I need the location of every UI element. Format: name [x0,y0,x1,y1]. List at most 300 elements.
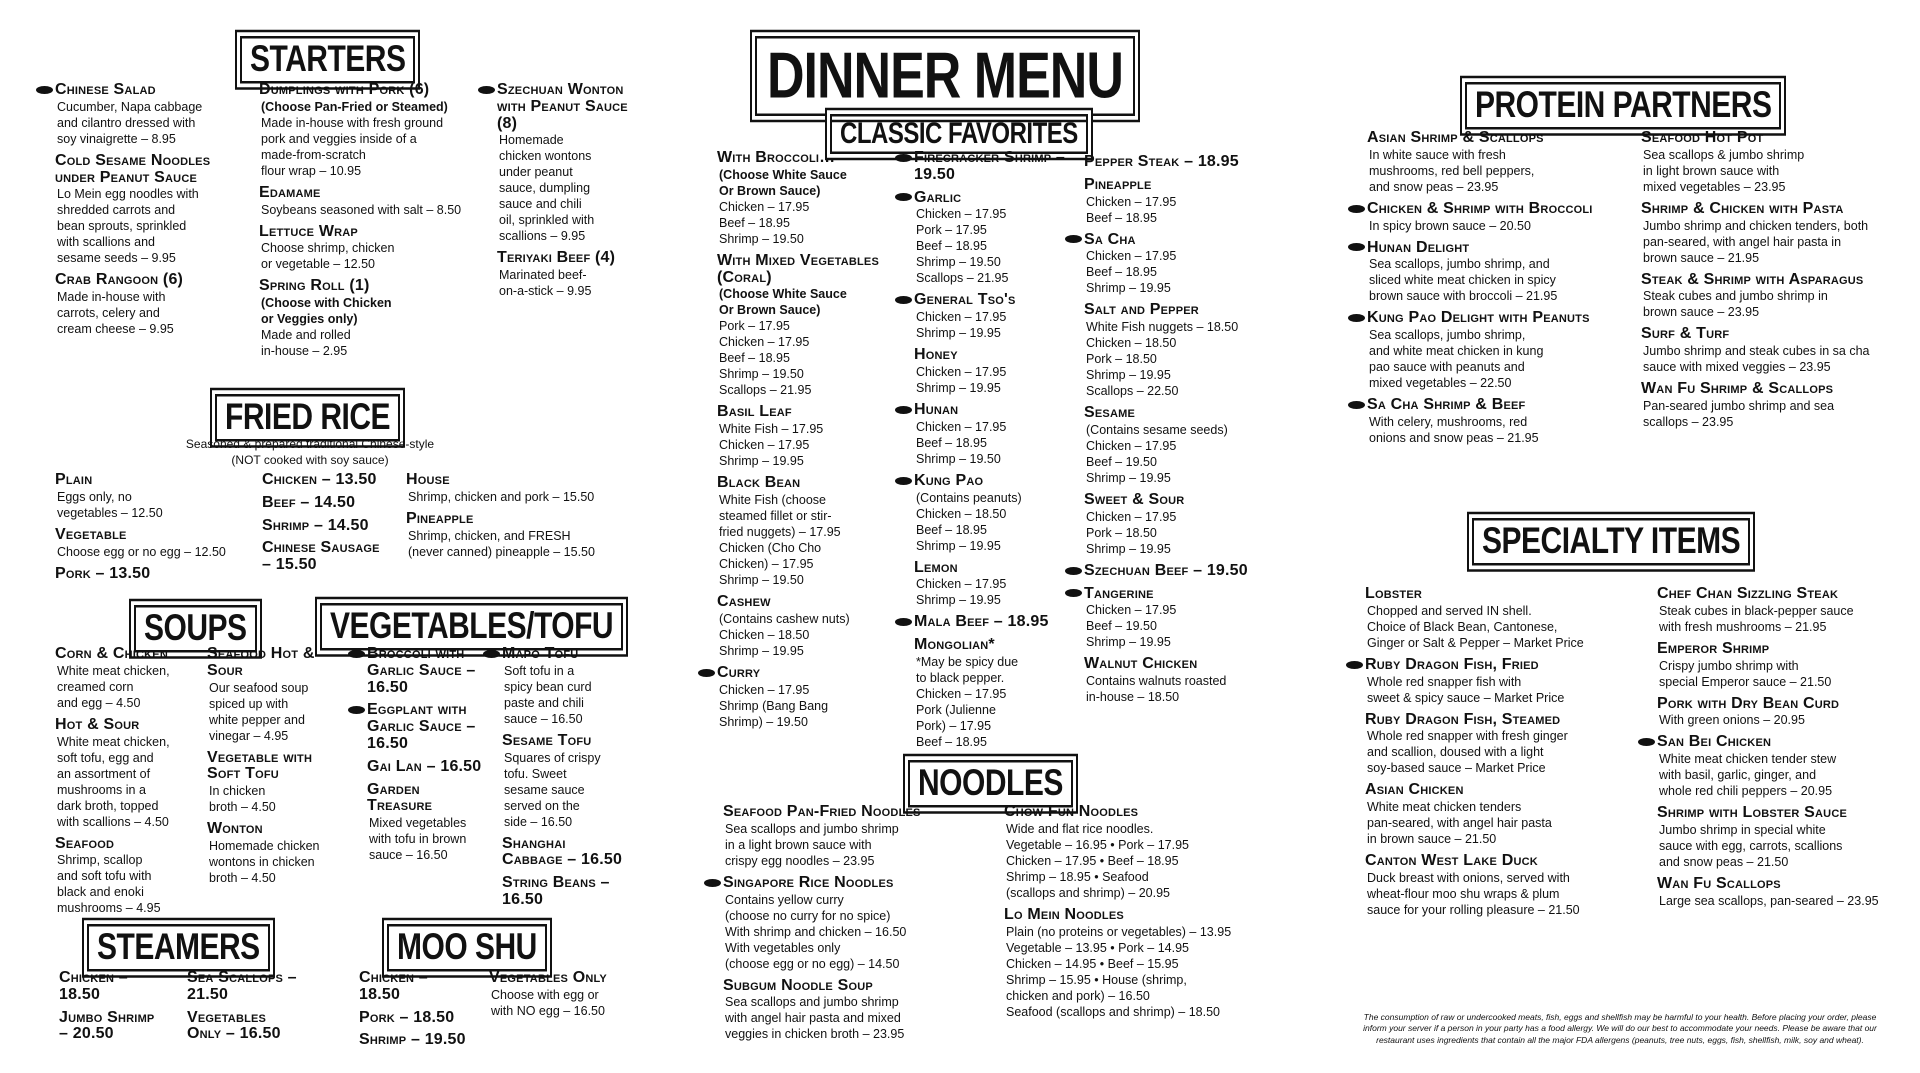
moo-shu-title: MOO SHU [387,924,547,972]
menu-item [387,511,627,560]
menu-item-description: Chicken – 17.95 [719,199,810,214]
menu-item-description: Beef – 18.95 [916,734,987,749]
menu-item-name-text: Sea Scallops – 21.50 [187,969,297,1003]
menu-item-name-text: Chicken – 13.50 [262,471,377,488]
menu-item-description: on-a-stick – 9.95 [499,284,592,299]
menu-item-name [1638,805,1918,822]
menu-item [1622,381,1912,430]
menu-item [36,836,186,917]
spicy-pepper-icon [895,154,912,162]
menu-item-option: (Choose White Sauce [719,167,847,182]
menu-item-description: bean sprouts, sprinkled [57,219,187,234]
menu-item [704,875,984,972]
menu-item-name-text: Szechuan Wonton with Peanut Sauce (8) [497,81,628,132]
menu-item-name [36,836,186,853]
spicy-pepper-icon [348,706,365,714]
menu-item-name [387,472,627,489]
menu-item-description: Shrimp – 19.95 [916,326,1001,341]
menu-item-name [1346,782,1636,799]
menu-item-name [1622,381,1912,398]
menu-item-name-text: Singapore Rice Noodles [723,873,894,891]
menu-item [895,292,1065,341]
menu-item-name [895,190,1065,207]
menu-item [243,472,383,489]
menu-item-description: Made in-house with [57,290,166,305]
menu-item-description: Seafood (scallops and shrimp) – 18.50 [1006,1004,1221,1019]
menu-item-name-text: Lo Mein Noodles [1004,905,1124,923]
menu-item-description: Homemade [499,133,564,148]
menu-item-description: and snow peas – 21.50 [1659,854,1789,869]
menu-item-description: Chicken – 17.95 [1086,438,1177,453]
menu-item-description: sauce for your rolling pleasure – 21.50 [1367,902,1580,917]
menu-item [40,1010,165,1044]
menu-item [1348,310,1618,391]
spicy-pepper-icon [1348,314,1365,322]
menu-item-name [1348,397,1618,414]
menu-item-name-text: Pork – 18.50 [359,1008,455,1026]
menu-item-description: Soft tofu in a [504,663,575,678]
menu-item [698,594,893,659]
menu-item-description: in brown sauce – 21.50 [1367,832,1497,847]
menu-item-description: Chicken (Cho Cho [719,540,822,555]
menu-item-description: Vegetable – 16.95 • Pork – 17.95 [1006,837,1189,852]
menu-item-name-text: Kung Pao [914,471,984,489]
menu-item-name-text: Kung Pao Delight with Peanuts [1367,309,1590,327]
menu-item-name-text: Sa Cha [1084,230,1136,248]
menu-item-description: Chicken – 17.95 [916,686,1007,701]
soups-title: SOUPS [134,605,257,653]
menu-item [698,150,893,247]
menu-item-name-text: Emperor Shrimp [1657,639,1770,657]
menu-item-description: Scallops – 22.50 [1086,384,1179,399]
menu-item-description: made-from-scratch [261,147,366,162]
menu-item-description: pork and veggies inside of a [261,131,417,146]
menu-item-name [1065,405,1275,422]
menu-item-name-text: Eggplant with Garlic Sauce – 16.50 [367,701,476,752]
moo-shu-col-2 [470,970,630,1025]
menu-item-name [985,907,1280,924]
menu-item-description: mixed vegetables – 23.95 [1643,179,1786,194]
menu-item-description: Choose egg or no egg – 12.50 [57,544,226,559]
menu-item [483,836,628,870]
menu-item [240,224,480,273]
menu-item-name [1065,177,1275,194]
menu-item-option: or Veggies only) [261,312,358,327]
menu-item-name-text: Firecracker Shrimp – 19.50 [914,149,1066,183]
menu-item [1065,656,1275,705]
menu-item-name-text: With Broccoli… [717,149,836,166]
menu-item-description: White Fish – 17.95 [719,422,824,437]
spicy-pepper-icon [1065,235,1082,243]
menu-item-name-text: Vegetable [55,525,127,543]
menu-item-name [698,594,893,611]
menu-item-name [348,702,483,752]
menu-item-description: and soft tofu with [57,869,152,884]
menu-item-description: Jumbo shrimp and steak cubes in sa cha [1643,344,1870,359]
menu-item-description: pan-seared, with angel hair pasta in [1643,234,1842,249]
menu-item-name [1638,734,1918,751]
spicy-pepper-icon [1065,567,1082,575]
menu-item-name-text: Chicken – 18.50 [359,969,428,1003]
menu-item-description: Chicken – 17.95 [916,207,1007,222]
menu-item-name-text: Szechuan Beef – 19.50 [1084,561,1248,579]
spicy-pepper-icon [895,193,912,201]
menu-item-description: soft tofu, egg and [57,750,154,765]
menu-item-name-text: Chow Fun Noodles [1004,803,1139,820]
menu-item-name [1638,876,1918,893]
menu-item-name [243,518,383,535]
menu-item-name [1065,154,1275,171]
menu-item-description: With celery, mushrooms, red [1369,414,1528,429]
menu-item-name-text: General Tso's [914,291,1016,309]
menu-item [36,472,241,521]
menu-item-description: Chicken – 14.95 • Beef – 15.95 [1006,956,1179,971]
menu-item-description: Marinated beef- [499,268,587,283]
spicy-pepper-icon [478,86,495,94]
menu-item-description: Chopped and served IN shell. [1367,603,1532,618]
menu-item-name-text: Seafood [55,834,115,852]
menu-item-name [36,472,241,489]
menu-item-description: White meat chicken, [57,734,170,749]
menu-item-option: (Choose Pan-Fried or Steamed) [261,99,448,114]
menu-item-description: brown sauce with broccoli – 21.95 [1369,289,1558,304]
menu-item-description: sauce, dumpling [499,181,591,196]
menu-item-name [1065,302,1275,319]
menu-item-description: side – 16.50 [504,814,573,829]
menu-item [1065,302,1275,399]
menu-item-description: Shrimp – 19.50 [719,572,804,587]
spicy-pepper-icon [698,669,715,677]
spicy-pepper-icon [1348,401,1365,409]
menu-item-name [895,560,1065,577]
menu-item-description: wontons in chicken [209,854,315,869]
menu-item-description: broth – 4.50 [209,800,276,815]
menu-item-name-text: House [406,471,450,488]
menu-item [1065,177,1275,226]
menu-item-name [895,637,1065,654]
menu-item-option: Or Brown Sauce) [719,303,821,318]
menu-item-description: Beef – 18.95 [719,215,790,230]
menu-item-description: Chicken – 17.95 [1086,194,1177,209]
classic-col-1 [698,150,893,736]
menu-item-description: Chicken – 17.95 [719,335,810,350]
menu-item-description: with NO egg – 16.50 [491,1003,605,1018]
spicy-pepper-icon [895,618,912,626]
menu-item-description: with tofu in brown [369,832,467,847]
menu-item [243,540,383,574]
menu-item-name [1348,201,1618,218]
spicy-pepper-icon [483,650,500,658]
menu-item-name-text: Ruby Dragon Fish, Steamed [1365,710,1561,728]
menu-item [470,970,630,1019]
menu-item-name [188,821,338,838]
menu-item-description: Shrimp, chicken and pork – 15.50 [408,489,595,504]
menu-item-description: Chicken – 17.95 [1086,249,1177,264]
soups-col-2 [188,646,338,892]
menu-item-description: Beef – 18.95 [916,435,987,450]
menu-item-description: Sea scallops, jumbo shrimp, [1369,328,1526,343]
menu-item-description: Shrimp – 19.95 [719,643,804,658]
menu-item [340,1032,470,1049]
menu-item-description: sauce and chili [499,197,582,212]
menu-item [1065,492,1275,557]
menu-item-name [1622,326,1912,343]
menu-item-description: Pork (Julienne [916,702,996,717]
menu-item-description: tofu. Sweet [504,766,567,781]
menu-item-description: Choose shrimp, chicken [261,241,395,256]
menu-item-description: spiced up with [209,696,289,711]
menu-item-description: sesame sauce [504,782,585,797]
menu-item-description: mushrooms, red bell peppers, [1369,163,1535,178]
menu-item-description: Ginger or Salt & Pepper – Market Price [1367,635,1584,650]
menu-item-description: Homemade chicken [209,838,320,853]
menu-item-name-text: Jumbo Shrimp – 20.50 [59,1008,155,1043]
menu-item-description: White Fish (choose [719,492,826,507]
menu-item-name [483,733,628,750]
menu-item [40,970,165,1004]
menu-item-description: In chicken [209,784,266,799]
menu-item-description: Shrimp (Bang Bang [719,698,829,713]
menu-item [1622,272,1912,321]
menu-item [188,750,338,816]
menu-item-description: With vegetables only [725,940,841,955]
menu-item-name [470,970,630,987]
menu-item [1065,232,1275,297]
menu-item-name [36,646,186,663]
menu-item-description: Pork) – 17.95 [916,718,992,733]
menu-item-description: Made in-house with fresh ground [261,115,444,130]
menu-item-name-text: Salt and Pepper [1084,301,1199,319]
menu-item [36,272,241,337]
menu-item-name-text: Steak & Shrimp with Asparagus [1641,270,1864,288]
menu-item-name [895,150,1065,184]
menu-item [387,472,627,505]
menu-item-name-text: Mapo Tofu [502,645,579,662]
menu-item-name [340,970,470,1004]
protein-partners-title: PROTEIN PARTNERS [1465,82,1781,130]
starters-col-3 [478,82,628,305]
spicy-pepper-icon [1348,205,1365,213]
menu-item-name-text: Shanghai Cabbage – 16.50 [502,834,623,869]
menu-item-description: Pork – 17.95 [916,223,987,238]
menu-item-name-text: Lettuce Wrap [259,222,358,240]
menu-item [704,978,984,1043]
menu-item-description: Shrimp – 18.95 • Seafood [1006,869,1149,884]
menu-item-description: Chicken – 17.95 [916,364,1007,379]
classic-favorites-title: CLASSIC FAVORITES [830,114,1088,154]
menu-item-name [985,804,1280,821]
menu-item-name [1622,272,1912,289]
menu-item [478,82,628,244]
menu-item-description: Shrimp – 19.95 [1086,281,1171,296]
menu-item-description: oil, sprinkled with [499,213,595,228]
menu-item-name-text: Surf & Turf [1641,325,1730,343]
menu-item-description: Chicken – 17.95 [916,577,1007,592]
menu-item [704,804,984,869]
menu-item-description: Chicken – 17.95 [916,310,1007,325]
menu-item-description: or vegetable – 12.50 [261,257,375,272]
menu-item-description: soy vinaigrette – 8.95 [57,131,176,146]
menu-item-description: sauce – 16.50 [369,848,448,863]
menu-item [36,646,186,711]
menu-item-description: Cucumber, Napa cabbage [57,99,203,114]
menu-item-description: veggies in chicken broth – 23.95 [725,1027,905,1042]
menu-item [36,153,241,267]
menu-item-name [1638,586,1918,603]
menu-item-description: broth – 4.50 [209,870,276,885]
menu-item-description: Shrimp, chicken, and FRESH [408,528,571,543]
spicy-pepper-icon [895,406,912,414]
menu-item-name [1065,563,1275,580]
spicy-pepper-icon [1348,243,1365,251]
menu-item-description: Beef – 18.95 [1086,265,1157,280]
steamers-title: STEAMERS [87,924,270,972]
menu-item-description: paste and chili [504,695,584,710]
menu-item-description: Steak cubes and jumbo shrimp in [1643,289,1828,304]
menu-item [895,347,1065,396]
menu-item [895,560,1065,609]
fried-rice-col-2 [243,472,383,580]
menu-item-description: scallions – 9.95 [499,229,586,244]
menu-item-description: Shrimp – 19.50 [916,451,1001,466]
menu-item [188,821,338,886]
menu-item-description: White meat chicken tenders [1367,800,1522,815]
menu-item-description: and scallion, doused with a light [1367,745,1544,760]
menu-item-description: wheat-flour moo shu wraps & plum [1367,886,1560,901]
menu-item-name-text: Sesame [1084,404,1135,422]
menu-item-name-text: Hunan [914,400,959,418]
menu-item-description: under peanut [499,165,573,180]
spicy-pepper-icon [36,86,53,94]
menu-item-description: Lo Mein egg noodles with [57,187,199,202]
menu-item-description: Chicken – 17.95 • Beef – 18.95 [1006,853,1179,868]
menu-item-description: Pork – 18.50 [1086,525,1157,540]
menu-item [1348,240,1618,305]
menu-item-description: *May be spicy due [916,654,1019,669]
menu-item-name [348,759,483,776]
menu-item-description: Pork – 17.95 [719,319,790,334]
menu-item-name-text: Honey [914,346,958,364]
menu-item-name [698,253,893,287]
menu-item-description: Shrimp) – 19.50 [719,714,808,729]
menu-item-name-text: Edamame [259,183,321,201]
menu-item-name-text: Garden Treasure [367,780,433,815]
menu-item-name [895,347,1065,364]
menu-item-name [188,750,338,784]
menu-item-name [1622,130,1912,147]
menu-item-name-text: Asian Chicken [1365,781,1464,799]
menu-item [1065,405,1275,486]
vegetables-tofu-title: VEGETABLES/TOFU [320,603,623,651]
menu-item [243,495,383,512]
menu-item-description: mushrooms – 4.95 [57,901,161,916]
menu-item-description: (choose no curry for no spice) [725,908,891,923]
menu-item-description: Chicken – 17.95 [719,682,810,697]
menu-item-name-text: Dumplings with Pork (6) [259,81,430,98]
menu-item-description: Contains yellow curry [725,892,844,907]
menu-item-name [1346,853,1636,870]
menu-item [698,253,893,399]
menu-item-description: Scallops – 21.95 [719,383,812,398]
menu-item [895,614,1065,631]
menu-item-name [698,475,893,492]
menu-item-description: Beef – 18.95 [1086,210,1157,225]
menu-item-name-text: Walnut Chicken [1084,655,1198,673]
menu-item-description: White meat chicken, [57,663,170,678]
menu-item-name-text: Sa Cha Shrimp & Beef [1367,396,1526,414]
menu-item-description: Chicken – 17.95 [1086,603,1177,618]
menu-item-name [1622,201,1912,218]
menu-item-description: vinegar – 4.95 [209,728,289,743]
menu-item-name-text: Wonton [207,820,263,838]
menu-item-option: (Choose with Chicken [261,296,392,311]
noodles-col-2 [985,804,1280,1026]
starters-col-2 [240,82,480,365]
menu-item-description: Plain (no proteins or vegetables) – 13.95 [1006,924,1232,939]
menu-item [478,250,628,299]
menu-item-description: shredded carrots and [57,203,176,218]
menu-item-description: Vegetable – 13.95 • Pork – 14.95 [1006,940,1189,955]
menu-item-description: Chicken – 18.50 [719,627,810,642]
menu-item-description: with scallions – 4.50 [57,814,169,829]
menu-item [348,782,483,864]
menu-item [1348,130,1618,195]
menu-item-name-text: Curry [717,663,761,681]
menu-item-description: Soybeans seasoned with salt – 8.50 [261,202,462,217]
menu-item-name [483,836,628,870]
menu-item-description: Beef – 19.50 [1086,619,1157,634]
menu-item-name [1065,492,1275,509]
menu-item-name [36,272,241,289]
menu-item [1638,876,1918,909]
menu-item-name-text: Pineapple [406,509,474,527]
menu-item-name [340,1032,470,1049]
spicy-pepper-icon [895,296,912,304]
menu-item-description: Our seafood soup [209,680,309,695]
menu-item-option: (Choose White Sauce [719,287,847,302]
menu-item [985,907,1280,1020]
menu-item-description: chicken wontons [499,149,592,164]
menu-item-description: in a light brown sauce with [725,837,872,852]
menu-item-description: Made and rolled [261,328,351,343]
menu-item [36,566,241,583]
menu-item-name-text: Basil Leaf [717,403,792,421]
menu-item-description: With green onions – 20.95 [1659,713,1805,728]
menu-item [1638,734,1918,799]
menu-item-description: chicken and pork) – 16.50 [1006,988,1150,1003]
menu-item-description: and snow peas – 23.95 [1369,179,1499,194]
menu-item-description: Beef – 18.95 [916,522,987,537]
menu-item-description: Chicken – 17.95 [916,419,1007,434]
menu-item [1346,586,1636,651]
menu-item-description: in light brown sauce with [1643,163,1780,178]
menu-item-description: pan-seared, with angel hair pasta [1367,816,1552,831]
menu-item-name-text: Cashew [717,592,771,610]
moo-shu-col-1 [340,970,470,1055]
menu-item-name [36,82,241,99]
noodles-col-1 [704,804,984,1048]
menu-item [1638,641,1918,690]
menu-item-description: In spicy brown sauce – 20.50 [1369,218,1531,233]
menu-item-description: Choice of Black Bean, Cantonese, [1367,619,1558,634]
menu-item-description: Whole red snapper fish with [1367,674,1522,689]
menu-item-name-text: Pork with Dry Bean Curd [1657,694,1840,712]
dinner-menu-title: DINNER MENU [755,36,1135,116]
menu-item-name [243,472,383,489]
menu-item-description: Shrimp – 15.95 • House (shrimp, [1006,972,1187,987]
menu-item-name-text: Gai Lan – 16.50 [367,757,482,775]
menu-item-description: Shrimp – 19.95 [1086,541,1171,556]
